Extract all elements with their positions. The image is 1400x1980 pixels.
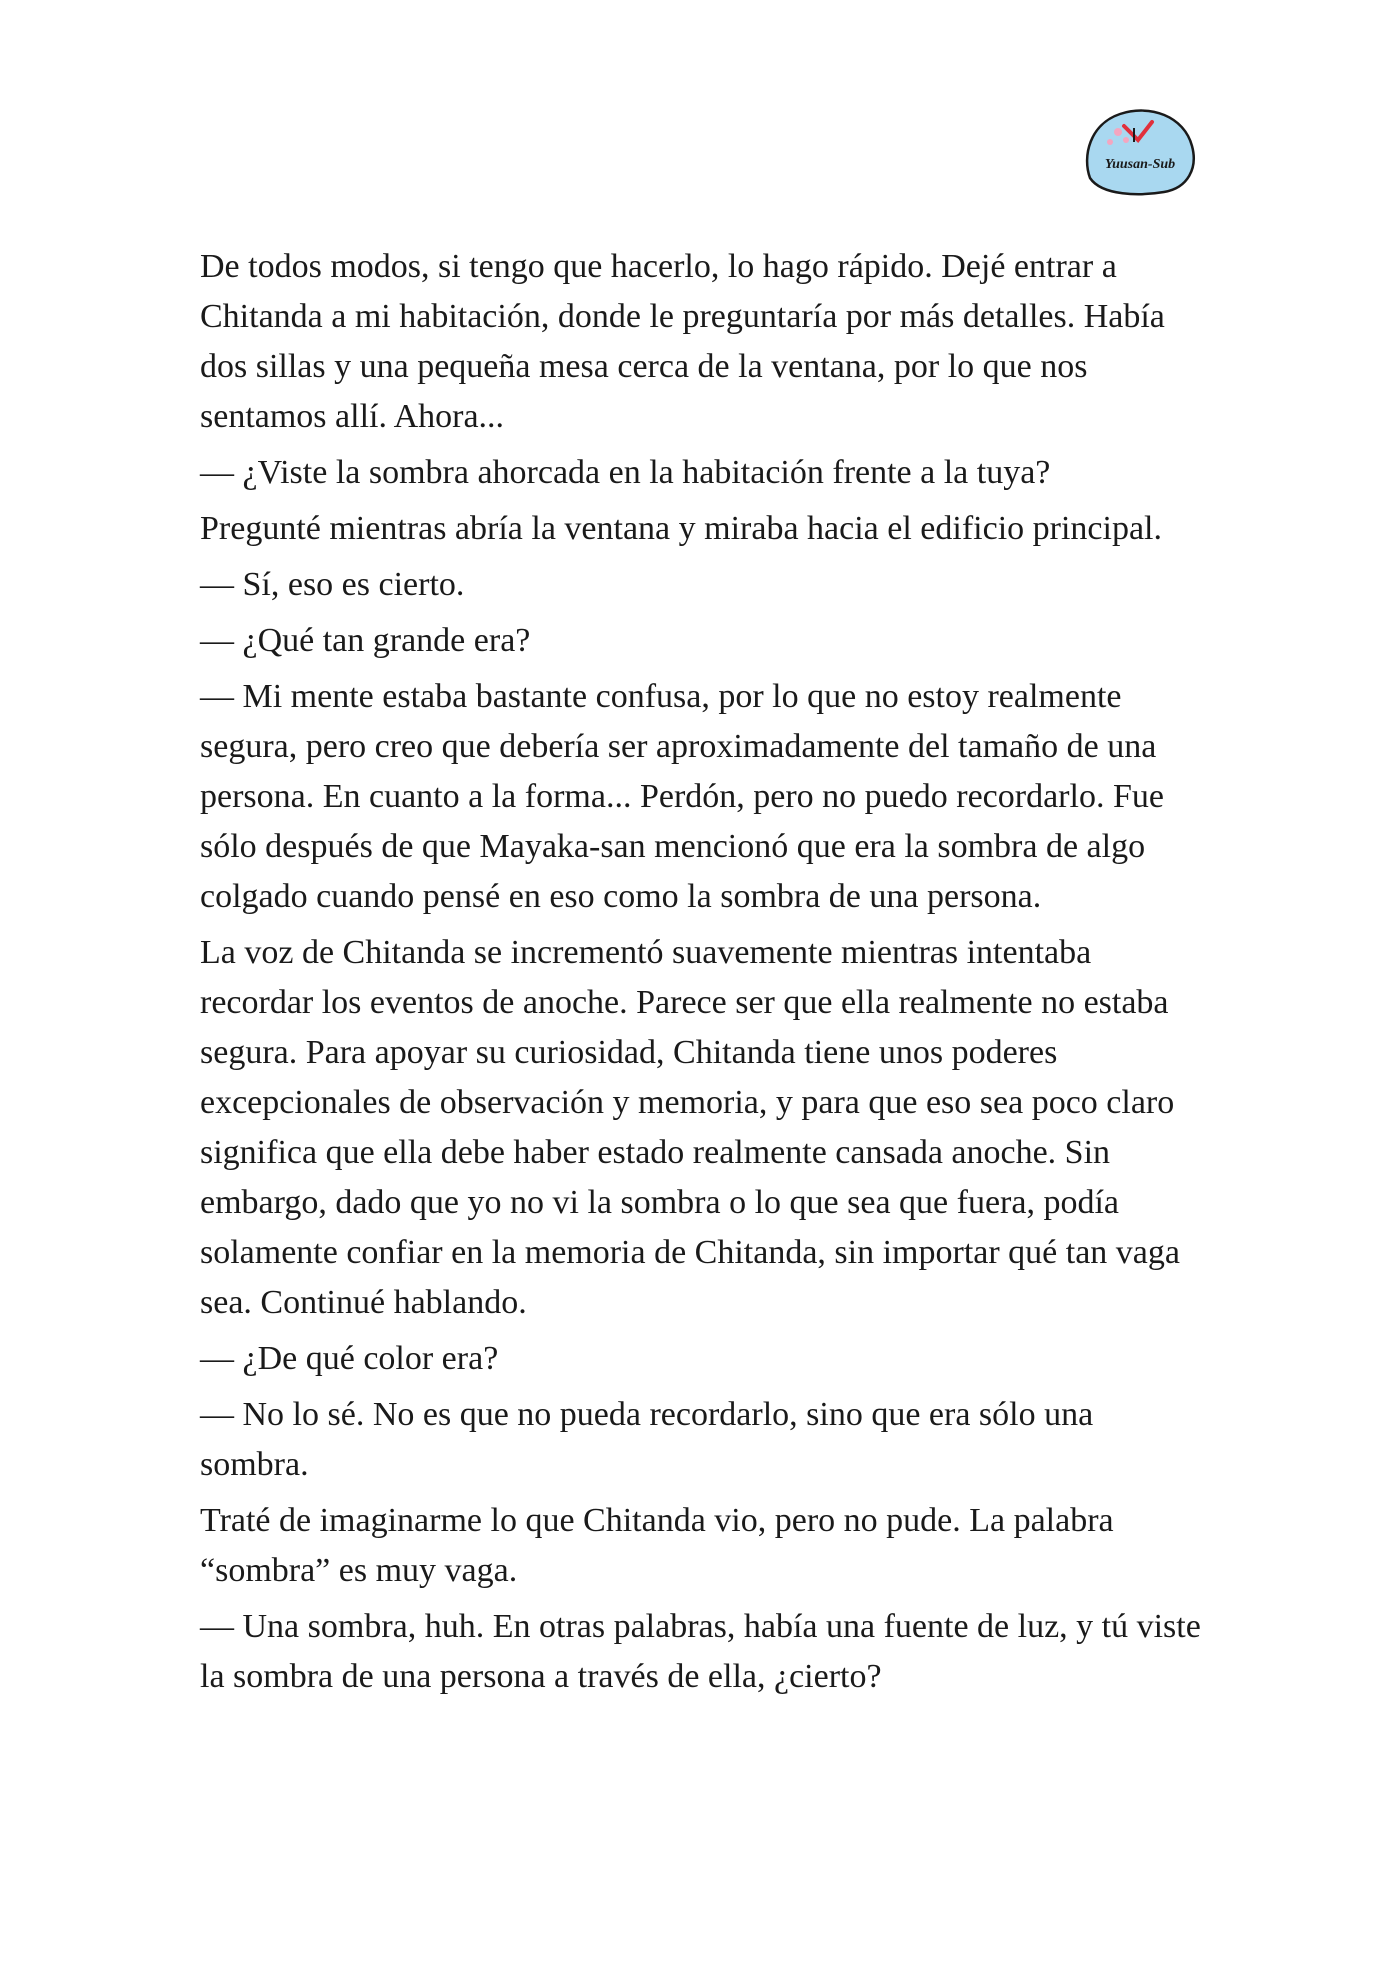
dialogue-line: — Sí, eso es cierto. (200, 566, 465, 603)
dialogue-line: — ¿De qué color era? (200, 1340, 499, 1377)
dialogue-line: — ¿Viste la sombra ahorcada en la habitación frente a la tuya? (200, 454, 1051, 491)
dialogue-line: — No lo sé. No es que no pueda recordarlo, sino que era sólo una sombra. (200, 1396, 1094, 1483)
dialogue-line: — Una sombra, huh. En otras palabras, había una fuente de luz, y tú viste la sombra de una persona a través de ella, ¿cierto? (200, 1608, 1201, 1695)
dialogue-line: — Mi mente estaba bastante confusa, por lo que no estoy realmente segura, pero creo que debería ser aproximadamente del tamaño de una persona. En cuanto a la forma... Perdón, pero no puedo recordarlo. Fue sólo después de que Mayaka-san mencionó que era la sombra de algo colgado cuando pensé en eso como la sombra de una persona. (200, 678, 1164, 915)
logo (1080, 106, 1196, 196)
logo-text: Yuusan-Sub (1104, 157, 1176, 172)
logo-badge-icon (1080, 106, 1196, 196)
paragraph: La voz de Chitanda se incrementó suavemente mientras intentaba recordar los eventos de anoche. Parece ser que ella realmente no estaba segura. Para apoyar su curiosidad, Chitanda tiene unos poderes excepcionales de observación y memoria, y para que eso sea poco claro significa que ella debe haber estado realmente cansada anoche. Sin embargo, dado que yo no vi la sombra o lo que sea que fuera, podía solamente confiar en la memoria de Chitanda, sin importar qué tan vaga sea. Continué hablando. (200, 934, 1180, 1321)
paragraph: Traté de imaginarme lo que Chitanda vio, pero no pude. La palabra “sombra” es muy vaga. (200, 1502, 1114, 1589)
paragraph: Pregunté mientras abría la ventana y miraba hacia el edificio principal. (200, 510, 1162, 547)
document-body (200, 242, 1210, 1708)
paragraph: De todos modos, si tengo que hacerlo, lo hago rápido. Dejé entrar a Chitanda a mi habitación, donde le preguntaría por más detalles. Había dos sillas y una pequeña mesa cerca de la ventana, por lo que nos sentamos allí. Ahora... (200, 248, 1165, 435)
dialogue-line: — ¿Qué tan grande era? (200, 622, 531, 659)
